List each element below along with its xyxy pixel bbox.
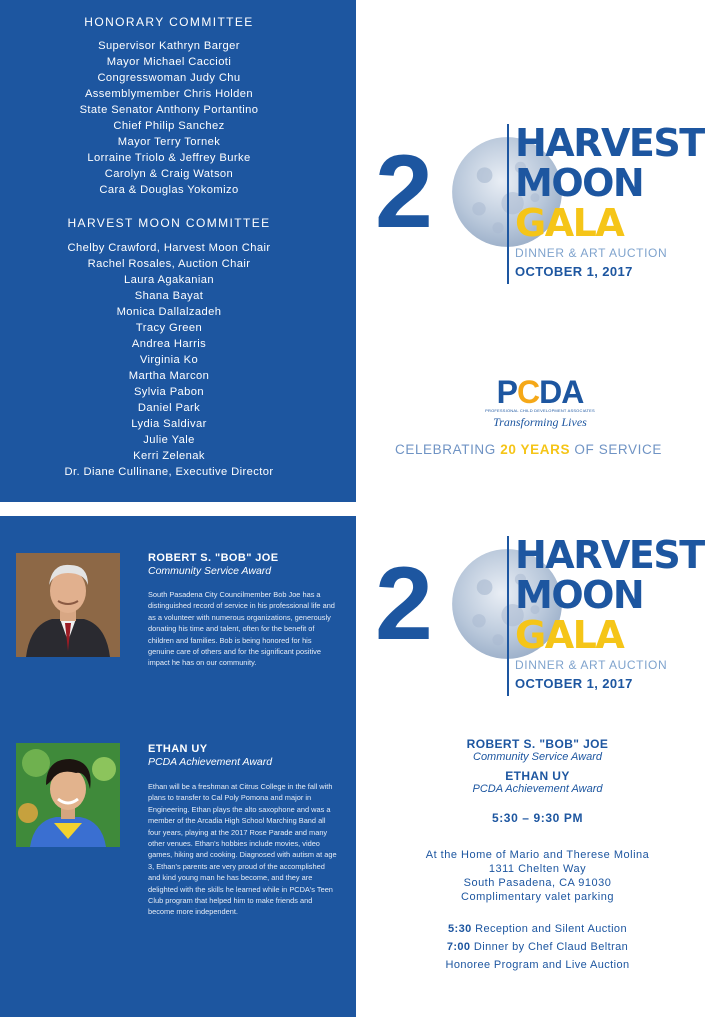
pcda-letter: D: [539, 374, 562, 410]
celebrate-post: OF SERVICE: [570, 442, 662, 457]
celebrate-years: 20 YEARS: [500, 442, 571, 457]
committee-member: Sylvia Pabon: [133, 386, 205, 398]
hm-committee-title: HARVEST MOON COMMITTEE: [67, 216, 271, 230]
pcda-org-name: PROFESSIONAL CHILD DEVELOPMENT ASSOCIATES: [485, 408, 595, 413]
celebrate-line: [395, 442, 662, 457]
logo-subtitle: DINNER & ART AUCTION: [515, 246, 668, 260]
committee-member: Mayor Terry Tornek: [117, 136, 221, 148]
schedule-item: [380, 938, 695, 956]
celebrate-pre: CELEBRATING: [395, 442, 501, 457]
schedule-text: Honoree Program and Live Auction: [445, 959, 630, 971]
honorary-committee-title: HONORARY COMMITTEE: [84, 15, 254, 29]
logo-word-moon: MOON: [515, 573, 644, 617]
committee-member: Mayor Michael Caccioti: [106, 56, 232, 68]
committee-member: Assemblymember Chris Holden: [84, 88, 254, 100]
logo-numeral: 2: [375, 134, 429, 250]
committee-member: Lydia Saldivar: [131, 418, 207, 430]
schedule-item: [380, 956, 695, 974]
event-honorees: [380, 737, 695, 796]
committee-member: Andrea Harris: [131, 338, 207, 350]
committee-member: Daniel Park: [137, 402, 201, 414]
pcda-logo: [480, 375, 600, 430]
schedule-text: Reception and Silent Auction: [471, 923, 627, 935]
committee-member: Kerri Zelenak: [133, 450, 205, 462]
gala-logo-top: [375, 121, 705, 294]
schedule-time: 5:30: [448, 923, 472, 935]
gala-logo-bottom: [375, 533, 705, 706]
committee-member: Supervisor Kathryn Barger: [98, 40, 240, 52]
honoree1-award-right: Community Service Award: [473, 751, 602, 763]
location-line: Complimentary valet parking: [461, 891, 614, 903]
honoree2-award: PCDA Achievement Award: [148, 756, 273, 768]
committee-member: Rachel Rosales, Auction Chair: [87, 258, 251, 270]
logo-divider: [507, 536, 509, 696]
committee-member: Martha Marcon: [128, 370, 210, 382]
honoree1-name-right: ROBERT S. "BOB" JOE: [466, 737, 609, 751]
pcda-letter: A: [561, 374, 584, 410]
committee-member: Congresswoman Judy Chu: [97, 72, 241, 84]
committee-member: Lorraine Triolo & Jeffrey Burke: [87, 152, 251, 164]
committee-member: Cara & Douglas Yokomizo: [99, 184, 239, 196]
honoree1-name: ROBERT S. "BOB" JOE: [148, 552, 279, 564]
pcda-letter: P: [496, 374, 517, 410]
pcda-tagline: Transforming Lives: [493, 415, 587, 429]
committee-member: Julie Yale: [143, 434, 195, 446]
committee-member: Laura Agakanian: [124, 274, 214, 286]
committee-member: Carolyn & Craig Watson: [104, 168, 234, 180]
committee-member: Chelby Crawford, Harvest Moon Chair: [67, 242, 271, 254]
event-time-text: 5:30 – 9:30 PM: [491, 811, 584, 825]
committee-member: Virginia Ko: [139, 354, 199, 366]
committee-panel: [0, 0, 356, 502]
event-schedule: [380, 920, 695, 974]
honoree2-name-right: ETHAN UY: [505, 769, 570, 783]
logo-word-harvest: HARVEST: [515, 533, 704, 577]
honorees-panel: [0, 516, 356, 1017]
logo-word-harvest: HARVEST: [515, 121, 704, 165]
honorary-names: [0, 38, 338, 198]
committee-member: State Senator Anthony Portantino: [79, 104, 259, 116]
pcda-hand-icon: C: [517, 374, 540, 410]
pcda-wordmark: [480, 375, 600, 409]
bob-joe-photo: [16, 553, 120, 657]
committee-member: Monica Dallalzadeh: [116, 306, 222, 318]
location-line: 1311 Chelten Way: [488, 863, 587, 875]
committee-member: Shana Bayat: [134, 290, 204, 302]
location-line: South Pasadena, CA 91030: [463, 877, 612, 889]
ethan-uy-photo: [16, 743, 120, 847]
schedule-item: [380, 920, 695, 938]
honorary-committee: [0, 14, 338, 198]
committee-member: Chief Philip Sanchez: [113, 120, 225, 132]
logo-word-moon: MOON: [515, 161, 644, 205]
honoree2-name: ETHAN UY: [148, 743, 208, 755]
committee-member: Dr. Diane Cullinane, Executive Director: [64, 466, 274, 478]
logo-word-gala: GALA: [515, 613, 624, 657]
logo-numeral: 2: [375, 546, 429, 662]
event-location: [380, 848, 695, 904]
logo-date: OCTOBER 1, 2017: [515, 264, 633, 279]
logo-divider: [507, 124, 509, 284]
schedule-time: 7:00: [446, 941, 471, 953]
committee-member: Tracy Green: [135, 322, 203, 334]
honoree2-award-right: PCDA Achievement Award: [472, 783, 603, 795]
page-divider: [0, 502, 715, 516]
location-line: At the Home of Mario and Therese Molina: [425, 849, 650, 861]
event-time: [380, 811, 695, 825]
schedule-text: Dinner by Chef Claud Beltran: [470, 941, 629, 953]
honoree2-bio: Ethan will be a freshman at Citrus College in the fall with plans to transfer to Cal Poly Pomona and major in Engineering. Ethan plays the alto saxophone and was a member of the Arcadia High School Marching Band all four years, playing at the 2017 Rose Parade and many other venues. Ethan's hobbies include movies, video games, hiking and cooking. Diagnosed with autism at age 3, Ethan's parents are very proud of the accomplished and kind young man he has become, and they are delighted with the skills he learned while in PCDA's Teen Club program that helped him to make friends and become more independent.: [148, 782, 337, 917]
logo-subtitle: DINNER & ART AUCTION: [515, 658, 668, 672]
logo-word-gala: GALA: [515, 201, 624, 245]
logo-date: OCTOBER 1, 2017: [515, 676, 633, 691]
hm-committee-names: [0, 240, 338, 480]
honoree1-bio: South Pasadena City Councilmember Bob Joe has a distinguished record of service in his professional life and as a volunteer with numerous organizations, generously donating his time and talent, often for the benefit of children and families. Bob is being honored for his genuine care of others and for the significant positive impact he has on our community.: [148, 590, 335, 668]
honoree1-award: Community Service Award: [148, 565, 272, 577]
harvest-moon-committee: [0, 215, 338, 480]
